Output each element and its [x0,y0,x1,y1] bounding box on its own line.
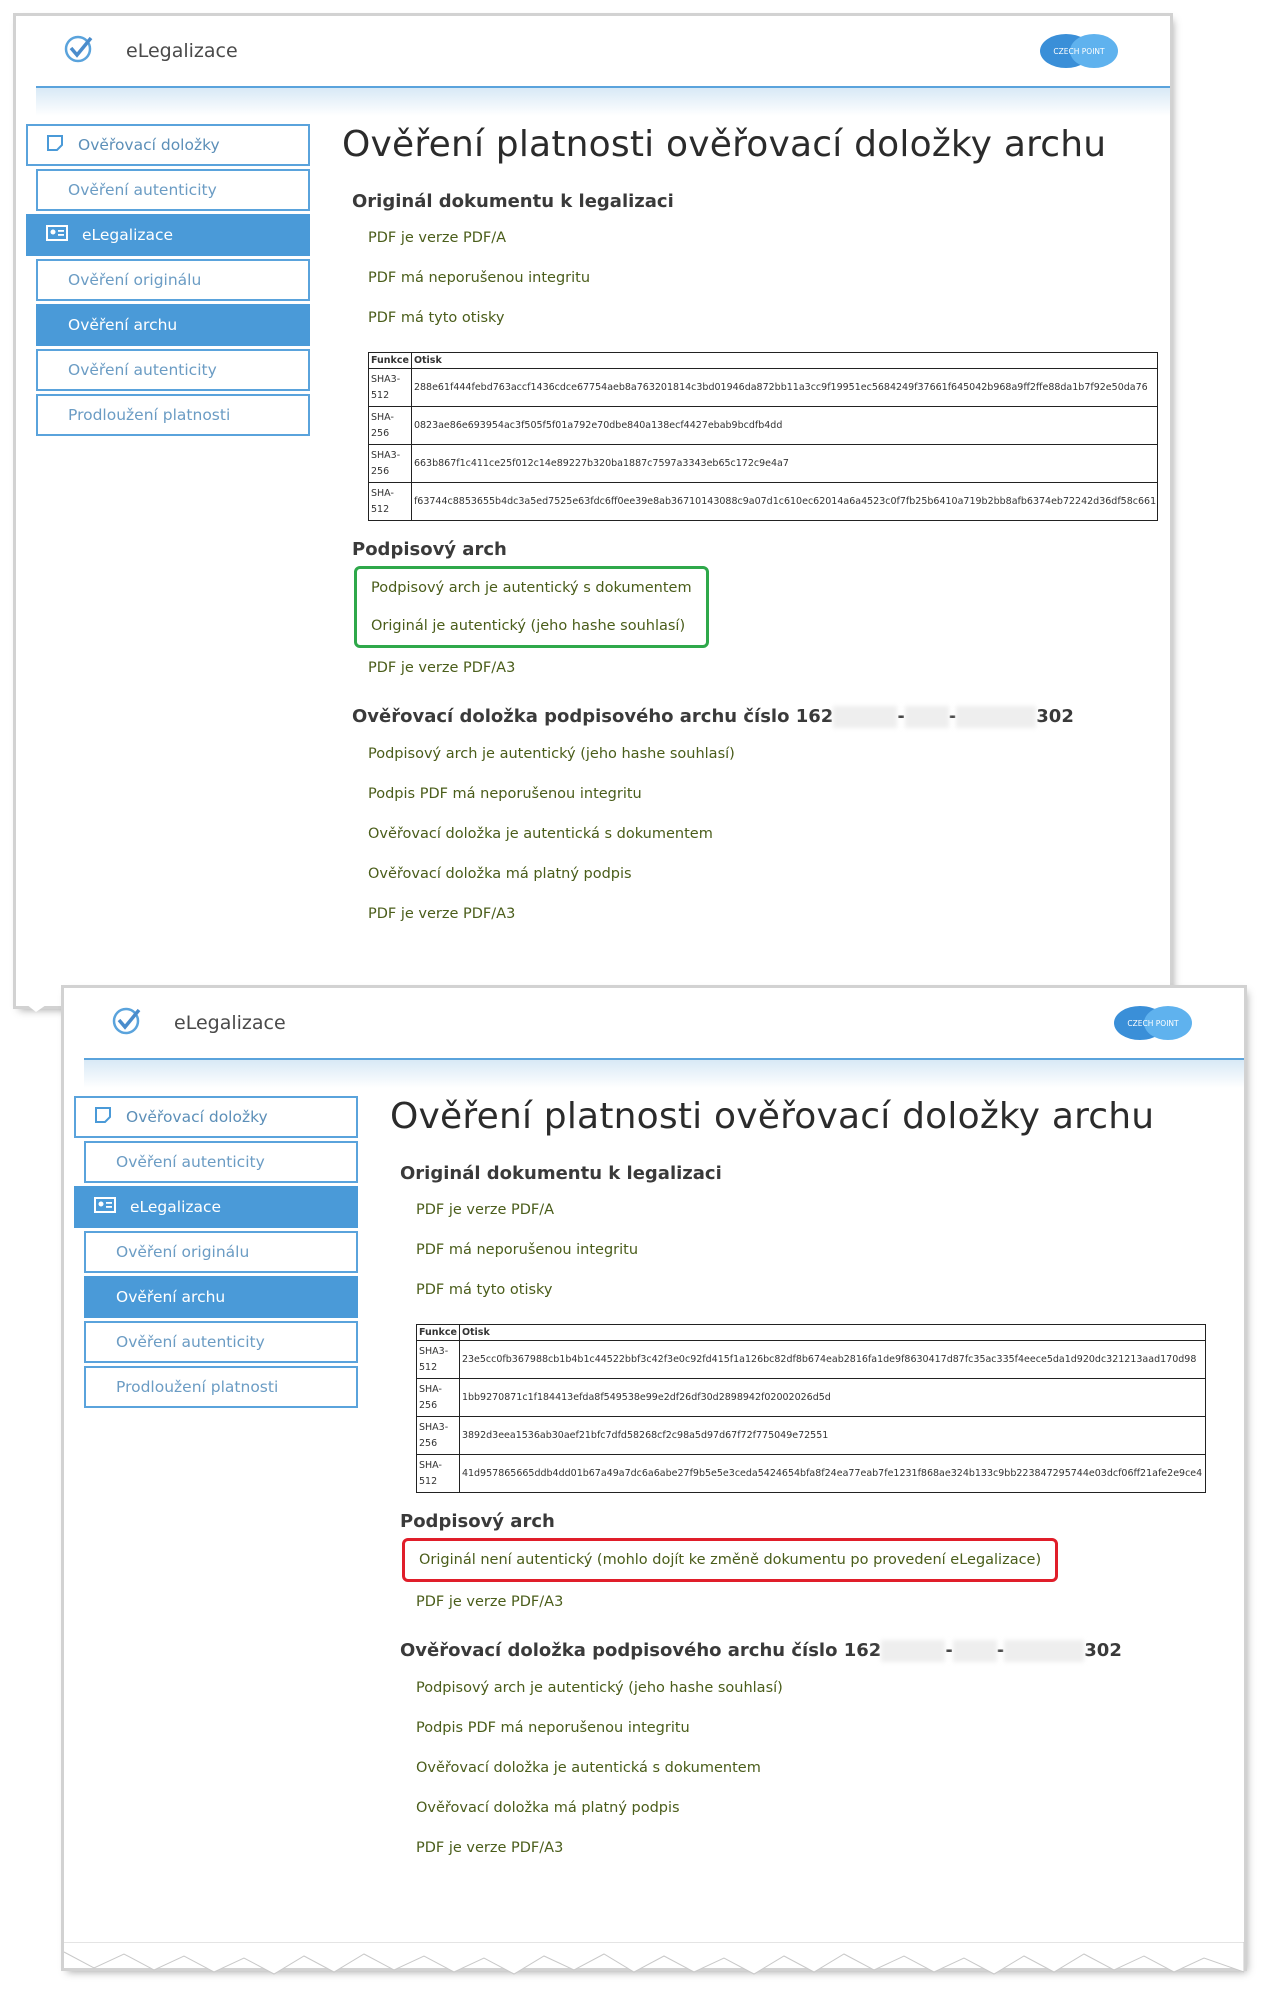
section-heading-original: Originál dokumentu k legalizaci [400,1163,722,1184]
sidebar-item-label: eLegalizace [82,226,174,244]
check-item-failed: Originál není autentický (mohlo dojít ke změně dokumentu po provedení eLegalizace) [419,1552,1042,1568]
hash-function: SHA3-512 [417,1341,460,1379]
check-item: Podpis PDF má neporušenou integritu [368,786,642,802]
separator: - [945,1640,953,1661]
header-divider [36,86,1170,116]
redacted-number [881,1640,945,1662]
sidebar-item-originalu[interactable] [84,1231,358,1273]
sidebar-item-doložky[interactable] [74,1096,358,1138]
column-header-funkce: Funkce [369,353,412,369]
hash-value: 0823ae86e693954ac3f505f5f01a792e70dbe840a138ecf4427ebab9bcdfb4dd [411,407,1157,445]
check-item: Ověřovací doložka je autentická s dokumentem [416,1760,761,1776]
check-item: PDF je verze PDF/A3 [416,1840,564,1856]
hash-value: 288e61f444febd763accf1436cdce67754aeb8a763201814c3bd01946da872bb11a3cc9f19951ec5684249f37661f645042b968a9ff2ffe88da1b7f92e50da76 [411,369,1157,407]
separator: - [996,1640,1005,1661]
sidebar-item-elegalizace[interactable] [74,1186,358,1228]
sidebar-item-label: Ověření originálu [68,271,202,289]
table-row [417,1379,1206,1417]
checkmark-logo-icon [112,1006,142,1036]
sidebar-item-archu[interactable] [84,1276,358,1318]
brand-name: eLegalizace [174,1012,286,1034]
main-content [390,1096,1234,1868]
highlight-box-invalid [402,1538,1058,1582]
page-title: Ověření platnosti ověřovací doložky archu [342,124,1107,165]
section-heading-clause [352,706,1160,728]
section-heading-clause [400,1640,1234,1662]
checkmark-logo-icon [64,34,94,64]
table-row [417,1417,1206,1455]
check-item: Ověřovací doložka má platný podpis [416,1800,680,1816]
hash-value: f63744c8853655b4dc3a5ed7525e63fdc6ff0ee39e8ab36710143088c9a07d1c610ec62014a6a4523c0f7fb25b6410a719b2bb8afb6374eb72242d36df58c661 [411,483,1157,521]
check-item: PDF má neporušenou integritu [416,1242,639,1258]
hash-function: SHA-512 [417,1455,460,1493]
sidebar [74,1096,358,1411]
sidebar-item-autenticity-2[interactable] [84,1321,358,1363]
column-header-otisk: Otisk [411,353,1157,369]
hash-table [368,352,1158,521]
hash-function: SHA3-256 [369,445,412,483]
sidebar-item-label: Ověření autenticity [116,1333,265,1351]
clause-heading-suffix: 302 [1084,1640,1122,1661]
torn-edge [64,1942,1244,1982]
clause-heading-prefix: Ověřovací doložka podpisového archu číslo 162 [352,706,834,727]
check-item: Podpisový arch je autentický s dokumentem [371,580,692,596]
check-item: Podpis PDF má neporušenou integritu [416,1720,690,1736]
sidebar-item-label: Prodloužení platnosti [68,406,231,424]
table-row [417,1341,1206,1379]
section-heading-sheet: Podpisový arch [400,1511,555,1532]
logo-text: CZECH POINT [1053,47,1105,56]
sidebar-item-doložky[interactable] [26,124,310,166]
redacted-number [953,1640,997,1662]
hash-function: SHA3-256 [417,1417,460,1455]
redacted-number [905,706,949,728]
sidebar-item-prodlouzeni[interactable] [84,1366,358,1408]
hash-table [416,1324,1206,1493]
screenshot-valid [16,16,1170,1006]
sidebar-item-autenticity-2[interactable] [36,349,310,391]
check-item: PDF je verze PDF/A [416,1202,555,1218]
sidebar-item-label: Prodloužení platnosti [116,1378,279,1396]
clause-heading-prefix: Ověřovací doložka podpisového archu číslo 162 [400,1640,882,1661]
brand-name: eLegalizace [126,40,238,62]
header [26,16,1170,86]
check-item: Ověřovací doložka má platný podpis [368,866,632,882]
page-title: Ověření platnosti ověřovací doložky archu [390,1096,1155,1137]
redacted-number [833,706,897,728]
check-item: Podpisový arch je autentický (jeho hashe souhlasí) [416,1680,783,1696]
redacted-number [956,706,1036,728]
section-heading-original: Originál dokumentu k legalizaci [352,191,674,212]
separator: - [897,706,905,727]
sidebar-item-label: Ověřovací doložky [126,1108,268,1126]
hash-value: 1bb9270871c1f184413efda8f549538e99e2df26df30d2898942f02002026d5d [459,1379,1205,1417]
sidebar-item-archu[interactable] [36,304,310,346]
hash-value: 3892d3eea1536ab30aef21bfc7dfd58268cf2c98a5d97d67f72f775049e72551 [459,1417,1205,1455]
clause-heading-suffix: 302 [1036,706,1074,727]
id-card-icon [46,225,68,245]
id-card-icon [94,1197,116,1217]
sidebar-item-autenticity[interactable] [84,1141,358,1183]
check-item: Podpisový arch je autentický (jeho hashe souhlasí) [368,746,735,762]
column-header-otisk: Otisk [459,1325,1205,1341]
check-item: Ověřovací doložka je autentická s dokumentem [368,826,713,842]
logo-text: CZECH POINT [1127,1019,1179,1028]
check-item: PDF má neporušenou integritu [368,270,591,286]
check-item: PDF má tyto otisky [416,1282,553,1298]
section-heading-sheet: Podpisový arch [352,539,507,560]
hash-value: 663b867f1c411ce25f012c14e89227b320ba1887c7597a3343eb65c172c9e4a7 [411,445,1157,483]
sidebar-item-elegalizace[interactable] [26,214,310,256]
hash-value: 41d957865665ddb4dd01b67a49a7dc6a6abe27f9b5e5e3ceda5424654bfa8f24ea77eab7fe1231f868ae324b133c9bb223847295744e03dcf06ff21afe2e9ce4 [459,1455,1205,1493]
sidebar-item-label: Ověření autenticity [116,1153,265,1171]
column-header-funkce: Funkce [417,1325,460,1341]
sidebar-item-autenticity[interactable] [36,169,310,211]
table-row [369,407,1158,445]
sidebar-item-label: Ověření autenticity [68,181,217,199]
check-item: PDF je verze PDF/A3 [368,660,516,676]
note-icon [46,134,64,156]
note-icon [94,1106,112,1128]
sidebar-item-label: eLegalizace [130,1198,222,1216]
header [74,988,1244,1058]
sidebar [26,124,310,439]
hash-function: SHA-256 [369,407,412,445]
sidebar-item-label: Ověřovací doložky [78,136,220,154]
sidebar-item-prodlouzeni[interactable] [36,394,310,436]
table-row [369,483,1158,521]
table-row [417,1455,1206,1493]
main-content [342,124,1160,934]
hash-function: SHA-512 [369,483,412,521]
separator: - [948,706,957,727]
header-divider [84,1058,1244,1088]
czech-point-logo[interactable] [1112,1005,1194,1041]
sidebar-item-label: Ověření archu [116,1288,226,1306]
redacted-number [1004,1640,1084,1662]
check-item: PDF má tyto otisky [368,310,505,326]
sidebar-item-label: Ověření originálu [116,1243,250,1261]
check-item: PDF je verze PDF/A [368,230,507,246]
highlight-box-valid [354,566,709,648]
table-row [369,369,1158,407]
hash-function: SHA3-512 [369,369,412,407]
check-item: PDF je verze PDF/A3 [416,1594,564,1610]
sidebar-item-label: Ověření archu [68,316,178,334]
screenshot-invalid [64,988,1244,1968]
table-row [369,445,1158,483]
hash-value: 23e5cc0fb367988cb1b4b1c44522bbf3c42f3e0c92fd415f1a126bc82df8b674eab2816fa1de9f8630417d87fc35ac335f4eece5da1d920dc321213aad170d98 [459,1341,1205,1379]
hash-function: SHA-256 [417,1379,460,1417]
check-item: Originál je autentický (jeho hashe souhlasí) [371,618,686,634]
sidebar-item-label: Ověření autenticity [68,361,217,379]
sidebar-item-originalu[interactable] [36,259,310,301]
czech-point-logo[interactable] [1038,33,1120,69]
check-item: PDF je verze PDF/A3 [368,906,516,922]
